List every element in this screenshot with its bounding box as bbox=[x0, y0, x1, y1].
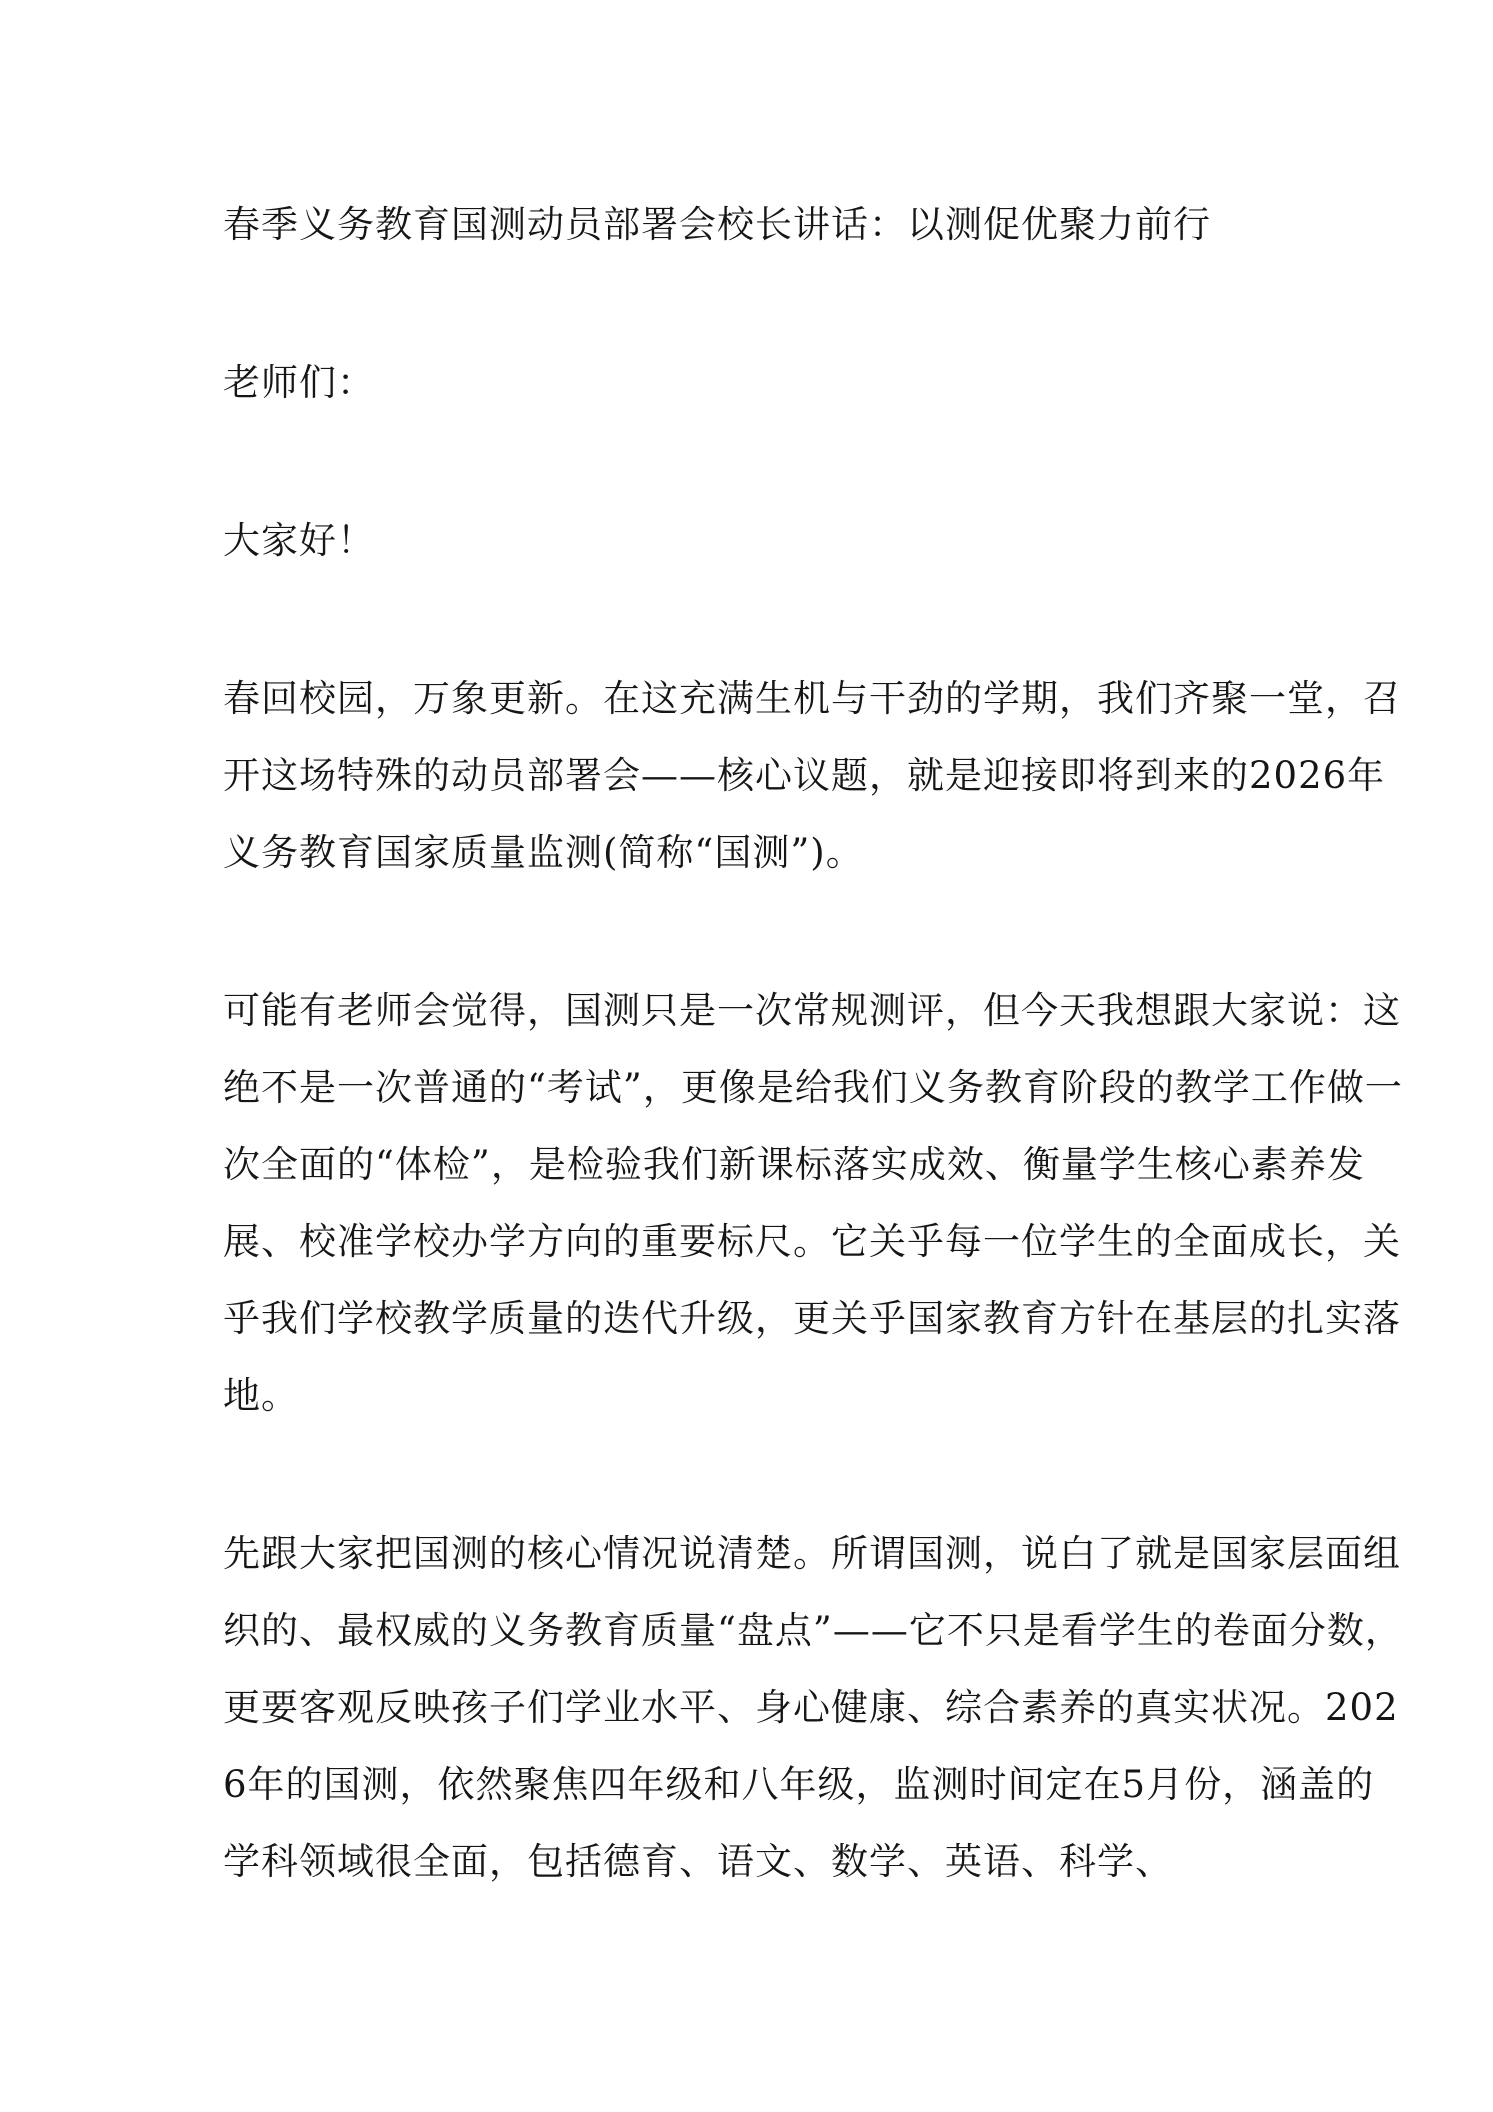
document-title: 春季义务教育国测动员部署会校长讲话：以测促优聚力前行 bbox=[223, 203, 1211, 246]
greeting: 大家好！ bbox=[223, 519, 375, 562]
paragraph-significance: 可能有老师会觉得，国测只是一次常规测评，但今天我想跟大家说：这绝不是一次普通的“考试”，更像是给我们义务教育阶段的教学工作做一次全面的“体检”，是检验我们新课标落实成效、衡量学生核心素养发展、校准学校办学方向的重要标尺。它关乎每一位学生的全面成长，关乎我们学校教学质量的迭代升级，更关乎国家教育方针在基层的扎实落地。 bbox=[223, 989, 1403, 1417]
paragraph-overview: 先跟大家把国测的核心情况说清楚。所谓国测，说白了就是国家层面组织的、最权威的义务教育质量“盘点”——它不只是看学生的卷面分数，更要客观反映孩子们学业水平、身心健康、综合素养的真实状况。2026年的国测，依然聚焦四年级和八年级，监测时间定在5月份，涵盖的学科领域很全面，包括德育、语文、数学、英语、科学、 bbox=[223, 1532, 1403, 1883]
salutation: 老师们： bbox=[223, 361, 375, 404]
paragraph-opening: 春回校园，万象更新。在这充满生机与干劲的学期，我们齐聚一堂，召开这场特殊的动员部署会——核心议题，就是迎接即将到来的2026年义务教育国家质量监测(简称“国测”)。 bbox=[223, 677, 1401, 874]
